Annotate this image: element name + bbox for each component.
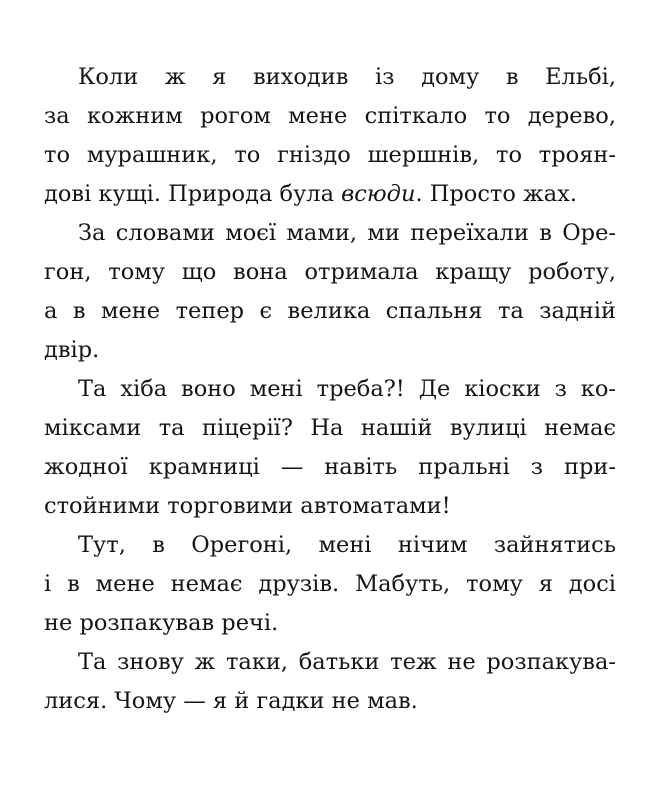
text-line: Та хіба воно мені треба?! Де кіоски з ко- xyxy=(78,376,616,402)
text-line: жодної крамниці — навіть пральні з при- xyxy=(44,454,616,480)
text-line: і в мене немає друзів. Мабуть, тому я досі xyxy=(44,571,616,597)
text-line: лися. Чому — я й гадки не мав. xyxy=(44,688,418,714)
text-run: . Просто жах. xyxy=(415,181,578,207)
text-line: то мурашник, то гніздо шершнів, то троян- xyxy=(44,142,616,168)
text-line: двір. xyxy=(44,337,100,363)
text-line: Тут, в Орегоні, мені нічим зайнятись xyxy=(78,532,616,558)
paragraph-4 xyxy=(44,526,616,643)
text-line xyxy=(44,175,616,214)
text-line: гон, тому що вона отримала кращу роботу, xyxy=(44,259,616,285)
book-page xyxy=(44,58,616,721)
text-line: Та знову ж таки, батьки теж не розпакува- xyxy=(78,649,616,675)
text-line: Коли ж я виходив із дому в Ельбі, xyxy=(78,64,616,90)
text-line: за кожним рогом мене спіткало то дерево, xyxy=(44,103,616,129)
paragraph-1 xyxy=(44,58,616,214)
text-run: дові кущі. Природа була xyxy=(44,181,342,207)
text-line: міксами та піцерії? На нашій вулиці немає xyxy=(44,415,616,441)
text-line: а в мене тепер є велика спальня та задній xyxy=(44,298,616,324)
emphasized-word: всюди xyxy=(341,181,416,207)
text-line: стойними торговими автоматами! xyxy=(44,493,451,519)
paragraph-5 xyxy=(44,643,616,721)
text-line: За словами моєї мами, ми переїхали в Оре- xyxy=(78,220,616,246)
paragraph-2 xyxy=(44,214,616,370)
paragraph-3 xyxy=(44,370,616,526)
text-line: не розпакував речі. xyxy=(44,610,279,636)
